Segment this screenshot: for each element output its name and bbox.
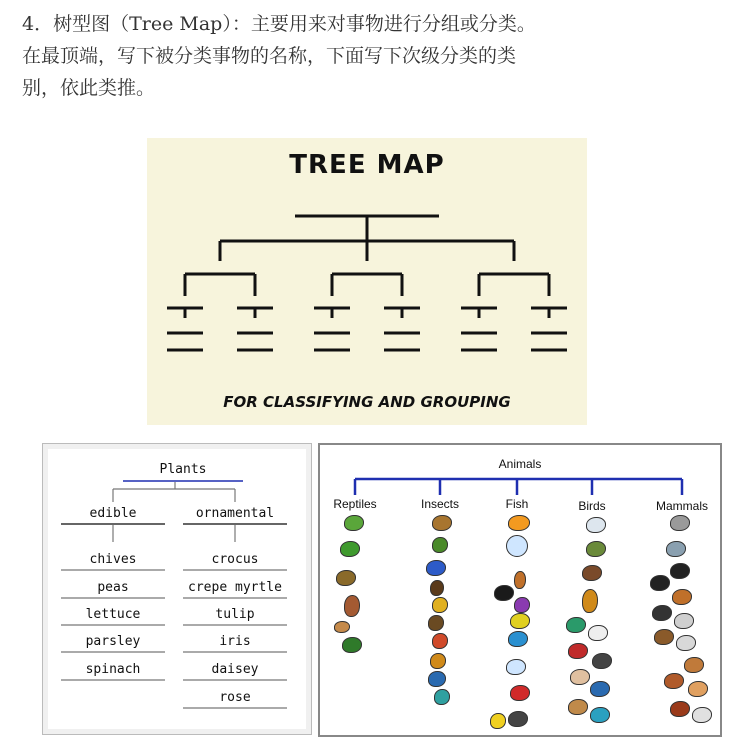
- bear-icon: [654, 629, 674, 645]
- bird-icon: [592, 653, 612, 669]
- edible-label: edible: [89, 506, 137, 521]
- tree-map-caption: FOR CLASSIFYING AND GROUPING: [223, 393, 511, 411]
- intro-text: [22, 8, 732, 104]
- bird-icon: [586, 541, 606, 557]
- ornamental-item: rose: [219, 690, 251, 705]
- spider-icon: [428, 671, 446, 687]
- squirrel-icon: [684, 657, 704, 673]
- edible-item: lettuce: [85, 607, 141, 622]
- rabbit-icon: [674, 613, 694, 629]
- goldfish-icon: [508, 515, 530, 531]
- whale-icon: [650, 575, 670, 591]
- fish-icon: [510, 613, 530, 629]
- deer-icon: [688, 681, 708, 697]
- ornamental-item: tulip: [215, 607, 255, 622]
- fox-icon: [672, 589, 692, 605]
- bird-icon: [588, 625, 608, 641]
- elephant-icon: [670, 515, 690, 531]
- beetle-icon: [428, 615, 444, 631]
- bird-icon: [568, 699, 588, 715]
- ornamental-label: ornamental: [195, 506, 275, 521]
- plants-root-label: Plants: [159, 462, 207, 477]
- category-fish: Fish: [505, 497, 529, 511]
- ornamental-item: crocus: [211, 552, 259, 567]
- bee-icon: [432, 597, 448, 613]
- edible-item: parsley: [85, 634, 141, 649]
- category-reptiles: Reptiles: [333, 497, 377, 511]
- fish-icon: [506, 659, 526, 675]
- fish-icon: [508, 631, 528, 647]
- category-insects: Insects: [420, 497, 459, 511]
- dolphin-icon: [666, 541, 686, 557]
- snake-icon: [344, 595, 360, 617]
- plants-tree-panel: [42, 443, 312, 735]
- starfish-icon: [490, 713, 506, 729]
- fish-icon: [510, 685, 530, 701]
- bird-nest-icon: [582, 565, 602, 581]
- intro-line-1: 4．树型图（Tree Map）：主要用来对事物进行分组或分类。: [22, 13, 536, 35]
- raccoon-icon: [676, 635, 696, 651]
- bird-icon: [590, 681, 610, 697]
- ornamental-item: iris: [219, 634, 251, 649]
- fish-icon: [494, 585, 514, 601]
- bird-icon: [570, 669, 590, 685]
- bug-icon: [430, 653, 446, 669]
- grasshopper-icon: [432, 515, 452, 531]
- bird-icon: [590, 707, 610, 723]
- seahorse-icon: [514, 571, 526, 589]
- bull-icon: [670, 701, 690, 717]
- fish-icon: [514, 597, 530, 613]
- fox-icon: [664, 673, 684, 689]
- frog-icon: [344, 515, 364, 531]
- ornamental-item: crepe myrtle: [188, 580, 282, 595]
- turtle-icon: [336, 570, 356, 586]
- animals-root-label: Animals: [498, 457, 542, 471]
- edible-item: spinach: [85, 662, 141, 677]
- edible-item: peas: [97, 580, 129, 595]
- cardinal-icon: [568, 643, 588, 659]
- turtle-icon: [342, 637, 362, 653]
- tree-map-panel: [147, 138, 587, 425]
- skunk-icon: [670, 563, 690, 579]
- animals-tree-panel: [318, 443, 722, 737]
- bird-icon: [586, 517, 606, 533]
- goat-icon: [692, 707, 712, 723]
- ladybug-icon: [432, 633, 448, 649]
- beetle-icon: [426, 560, 446, 576]
- bird-icon: [582, 589, 598, 613]
- intro-line-2: 在最顶端，写下被分类事物的名称，下面写下次级分类的类: [22, 45, 517, 67]
- fishbowl-icon: [506, 535, 528, 557]
- bird-icon: [566, 617, 586, 633]
- fish-icon: [508, 711, 528, 727]
- intro-line-3: 别，依此类推。: [22, 77, 156, 99]
- skunk-icon: [652, 605, 672, 621]
- category-mammals: Mammals: [655, 499, 708, 513]
- tree-map-lines: [147, 138, 587, 425]
- edible-item: chives: [89, 552, 137, 567]
- tree-map-title: TREE MAP: [289, 150, 445, 180]
- ant-icon: [430, 580, 444, 596]
- category-birds: Birds: [578, 499, 606, 513]
- dragonfly-icon: [434, 689, 450, 705]
- snake-icon: [334, 621, 350, 633]
- ornamental-item: daisey: [211, 662, 259, 677]
- frog-icon: [340, 541, 360, 557]
- mantis-icon: [432, 537, 448, 553]
